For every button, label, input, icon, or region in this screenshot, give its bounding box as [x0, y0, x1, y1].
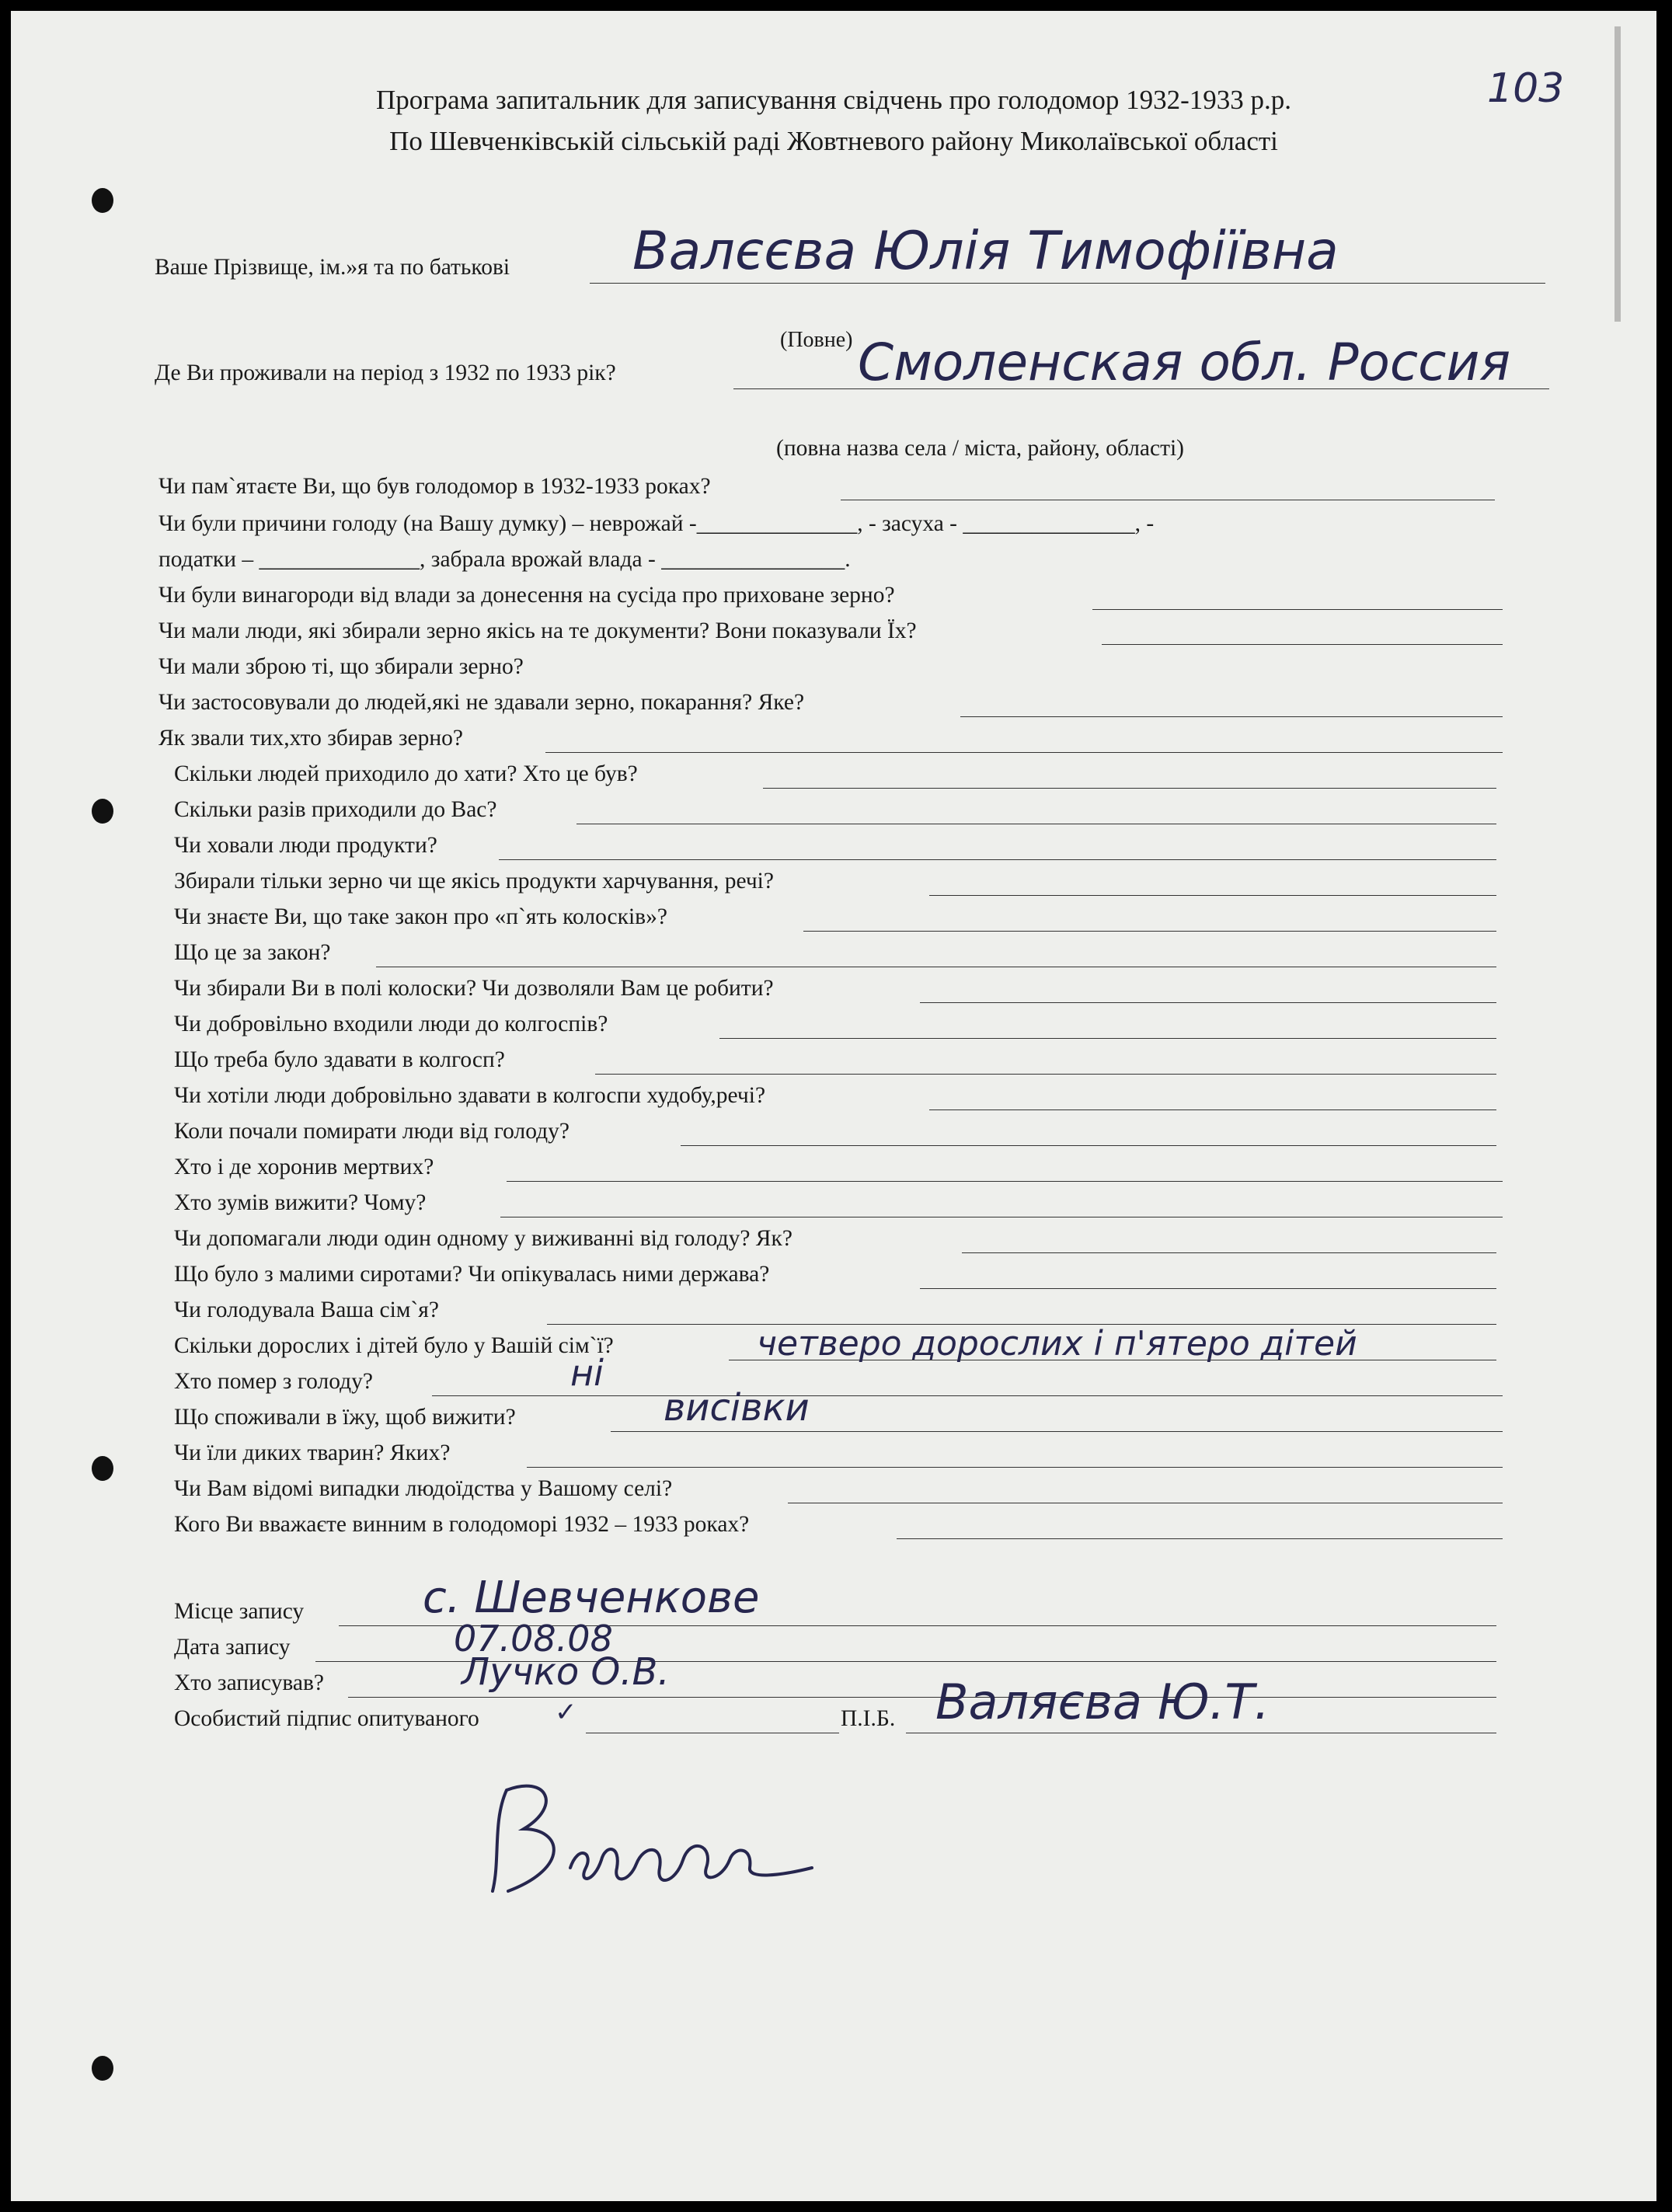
- answer-line: [432, 1395, 1503, 1396]
- residence-note-above: (Повне): [780, 328, 853, 352]
- question-label: Хто і де хоронив мертвих?: [174, 1155, 434, 1179]
- question-label: Хто зумів вижити? Чому?: [174, 1190, 427, 1215]
- question-label: Чи були винагороди від влади за донесення на сусіда про приховане зерно?: [158, 583, 895, 608]
- answer-line: [962, 1252, 1496, 1253]
- recorder-label: Хто записував?: [174, 1670, 324, 1695]
- handwritten-signature-icon: [477, 1775, 834, 1914]
- question-label: Чи ховали люди продукти?: [174, 833, 437, 858]
- answer-line: [763, 788, 1496, 789]
- answer-line: [929, 1109, 1496, 1110]
- answer-line: [897, 1538, 1503, 1539]
- question-label: Чи добровільно входили люди до колгоспів?: [174, 1012, 608, 1036]
- residence-note-below: (повна назва села / міста, району, області): [776, 436, 1185, 461]
- answer-line: [681, 1145, 1496, 1146]
- binder-hole: [92, 1456, 113, 1481]
- header-title: Програма запитальник для записування свідчень про голодомор 1932-1933 р.р.: [376, 85, 1291, 115]
- name-answer: Валєєва Юлія Тимофіївна: [632, 221, 1339, 282]
- answer-line: [1092, 609, 1503, 610]
- question-label: Що треба було здавати в колгосп?: [174, 1047, 505, 1072]
- signature-label: Особистий підпис опитуваного: [174, 1706, 479, 1731]
- recorder-answer: Лучко О.В.: [462, 1650, 670, 1694]
- question-label: Що споживали в їжу, щоб вижити?: [174, 1405, 516, 1430]
- record-date-answer: 07.08.08: [454, 1618, 613, 1660]
- name-label: Ваше Прізвище, ім.»я та по батькові: [155, 255, 510, 280]
- question-label: Що це за закон?: [174, 940, 331, 965]
- answer-line: [527, 1467, 1503, 1468]
- record-date-label: Дата запису: [174, 1635, 291, 1660]
- question-causes-line2: податки – ______________, забрала врожай влада - ________________.: [158, 547, 851, 572]
- question-label: Чи їли диких тварин? Яких?: [174, 1440, 451, 1465]
- answer-line: [920, 1288, 1496, 1289]
- question-label: Чи мали люди, які збирали зерно якісь на те документи? Вони показували Їх?: [158, 618, 917, 643]
- answer-line: [499, 859, 1496, 860]
- question-label: Чи застосовували до людей,які не здавали зерно, покарання? Яке?: [158, 690, 805, 715]
- residence-label: Де Ви проживали на період з 1932 по 1933 рік?: [155, 361, 616, 385]
- answer-line: [929, 895, 1496, 896]
- question-label: Скільки разів приходили до Вас?: [174, 797, 497, 822]
- header-subtitle: По Шевченківській сільській раді Жовтневого району Миколаївської області: [389, 126, 1278, 156]
- checkmark-icon: ✓: [555, 1697, 577, 1728]
- answer-line: [595, 1074, 1496, 1075]
- residence-answer: Смоленская обл. Россия: [858, 333, 1511, 392]
- answer-line: [803, 931, 1496, 932]
- question-label: Чи голодувала Ваша сім`я?: [174, 1298, 439, 1322]
- recorder-line: [348, 1697, 1496, 1698]
- question-label: Як звали тих,хто збирав зерно?: [158, 726, 463, 751]
- question-label: Скільки людей приходило до хати? Хто це був?: [174, 761, 638, 786]
- question-label: Скільки дорослих і дітей було у Вашій сім`ї?: [174, 1333, 614, 1358]
- question-label: Чи хотіли люди добровільно здавати в колгоспи худобу,речі?: [174, 1083, 766, 1108]
- family-size-answer: четверо дорослих і п'ятеро дітей: [757, 1324, 1357, 1364]
- binder-hole: [92, 2056, 113, 2081]
- name-line: [590, 283, 1545, 284]
- binder-hole: [92, 799, 113, 824]
- questionnaire-page: [11, 11, 1656, 2201]
- binder-hole: [92, 188, 113, 213]
- pib-answer: Валяєва Ю.Т.: [935, 1674, 1270, 1730]
- question-label: Чи мали зброю ті, що збирали зерно?: [158, 654, 524, 679]
- page-number: 103: [1487, 65, 1565, 112]
- question-label: Кого Ви вважаєте винним в голодоморі 1932 – 1933 роках?: [174, 1512, 750, 1537]
- question-label: Чи знаєте Ви, що таке закон про «п`ять колосків»?: [174, 904, 667, 929]
- question-causes-line1: Чи були причини голоду (на Вашу думку) – неврожай -______________, - засуха - _______________, -: [158, 511, 1155, 536]
- scan-edge-artifact: [1615, 26, 1621, 322]
- question-label: Хто помер з голоду?: [174, 1369, 374, 1394]
- answer-line: [719, 1038, 1496, 1039]
- question-label: Що було з малими сиротами? Чи опікувалась ними держава?: [174, 1262, 770, 1287]
- question-label: Чи пам`ятаєте Ви, що був голодомор в 1932-1933 роках?: [158, 474, 711, 499]
- question-label: Чи збирали Ви в полі колоски? Чи дозволяли Вам це робити?: [174, 976, 774, 1001]
- answer-line: [1102, 644, 1503, 645]
- question-label: Коли почали помирати люди від голоду?: [174, 1119, 570, 1144]
- answer-line: [507, 1181, 1503, 1182]
- question-label: Чи Вам відомі випадки людоїдства у Вашому селі?: [174, 1476, 673, 1501]
- record-place-answer: с. Шевченкове: [423, 1573, 760, 1623]
- answer-line: [920, 1002, 1496, 1003]
- food-answer: висівки: [664, 1386, 810, 1430]
- question-label: Збирали тільки зерно чи ще якісь продукти харчування, речі?: [174, 869, 774, 894]
- answer-line: [611, 1431, 1503, 1432]
- question-label: Чи допомагали люди один одному у виживанні від голоду? Як?: [174, 1226, 792, 1251]
- died-answer: ні: [570, 1352, 604, 1394]
- answer-line: [545, 752, 1503, 753]
- answer-line: [960, 716, 1503, 717]
- record-place-label: Місце запису: [174, 1599, 305, 1624]
- pib-label: П.І.Б.: [841, 1706, 896, 1731]
